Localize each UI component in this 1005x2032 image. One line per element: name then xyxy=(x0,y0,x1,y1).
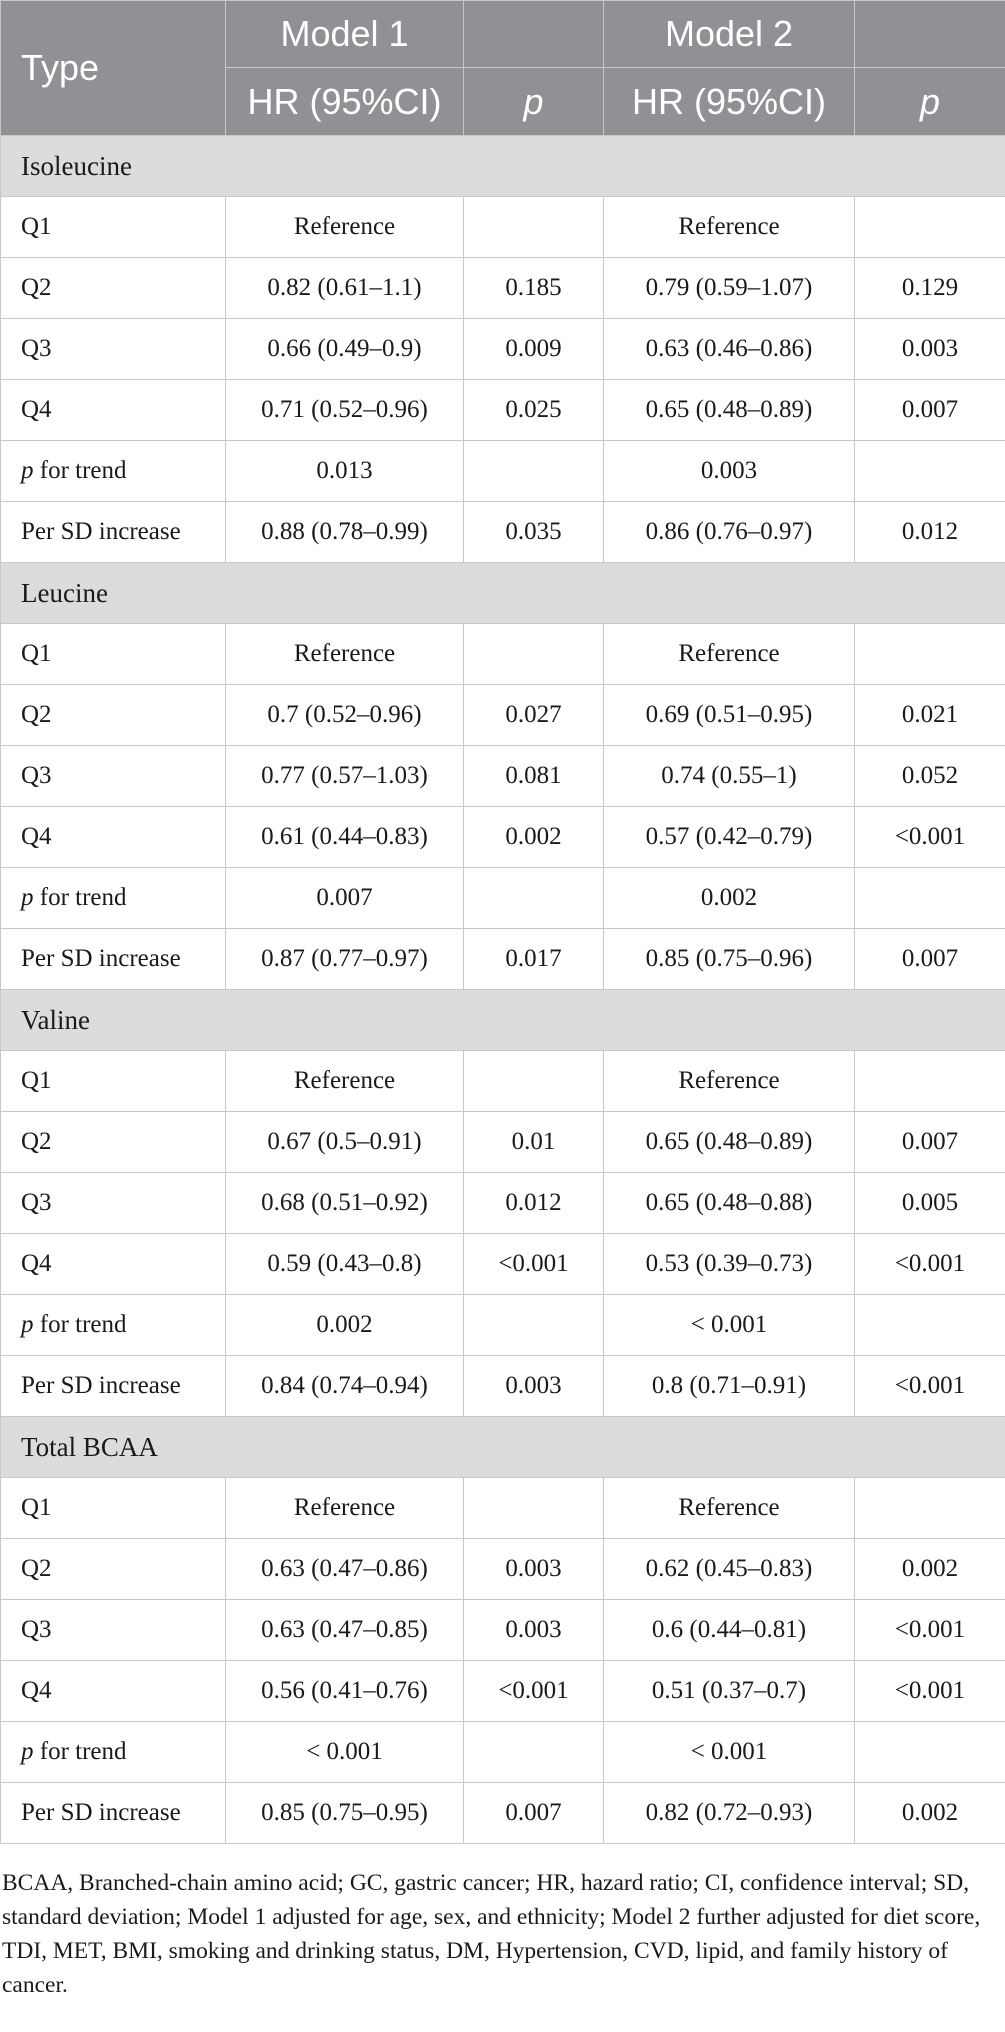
model2-p-cell: <0.001 xyxy=(855,1234,1005,1295)
row-label-cell: Q3 xyxy=(1,1600,226,1661)
model1-p-cell: 0.01 xyxy=(464,1112,604,1173)
model1-p-cell: 0.081 xyxy=(464,746,604,807)
model1-hr-cell: 0.88 (0.78–0.99) xyxy=(226,502,464,563)
p-symbol: p xyxy=(21,457,34,484)
model2-hr-cell: < 0.001 xyxy=(604,1295,855,1356)
table-row xyxy=(1,380,1005,441)
model2-p-cell: <0.001 xyxy=(855,1356,1005,1417)
row-label-cell: Q1 xyxy=(1,624,226,685)
table-row xyxy=(1,1661,1005,1722)
model2-p-cell: 0.007 xyxy=(855,1112,1005,1173)
model2-hr-cell: 0.6 (0.44–0.81) xyxy=(604,1600,855,1661)
group-row xyxy=(1,990,1005,1051)
group-title: Total BCAA xyxy=(1,1417,1005,1478)
model1-p-cell: 0.185 xyxy=(464,258,604,319)
model2-p-cell: 0.003 xyxy=(855,319,1005,380)
model1-p-cell xyxy=(464,1722,604,1783)
model2-p-cell: <0.001 xyxy=(855,1600,1005,1661)
table-row xyxy=(1,1539,1005,1600)
row-label-cell: p for trend xyxy=(1,1722,226,1783)
model1-p-cell xyxy=(464,1478,604,1539)
table-row xyxy=(1,868,1005,929)
model1-hr-cell: 0.61 (0.44–0.83) xyxy=(226,807,464,868)
row-label-cell: p for trend xyxy=(1,868,226,929)
model1-header: Model 1 xyxy=(226,1,464,68)
model1-hr-cell: 0.82 (0.61–1.1) xyxy=(226,258,464,319)
model1-p-cell: <0.001 xyxy=(464,1234,604,1295)
table-row xyxy=(1,746,1005,807)
row-label-cell: Q4 xyxy=(1,380,226,441)
model1-p-label: p xyxy=(523,80,544,122)
model2-hr-cell: 0.65 (0.48–0.89) xyxy=(604,380,855,441)
model1-hr-cell: Reference xyxy=(226,1478,464,1539)
model1-p-cell: 0.002 xyxy=(464,807,604,868)
model2-p-cell: 0.005 xyxy=(855,1173,1005,1234)
table-row xyxy=(1,807,1005,868)
model1-hr-cell: 0.007 xyxy=(226,868,464,929)
model1-hr-cell: 0.66 (0.49–0.9) xyxy=(226,319,464,380)
model2-p-cell xyxy=(855,1722,1005,1783)
table-body xyxy=(1,136,1005,1844)
model2-hr-cell: 0.86 (0.76–0.97) xyxy=(604,502,855,563)
table-row xyxy=(1,685,1005,746)
model1-hr-cell: 0.56 (0.41–0.76) xyxy=(226,1661,464,1722)
model1-p-cell: 0.003 xyxy=(464,1539,604,1600)
model2-hr-cell: 0.85 (0.75–0.96) xyxy=(604,929,855,990)
model2-hr-cell: 0.63 (0.46–0.86) xyxy=(604,319,855,380)
model2-hr-cell: 0.002 xyxy=(604,868,855,929)
model1-p-cell xyxy=(464,197,604,258)
model2-hr-cell: 0.51 (0.37–0.7) xyxy=(604,1661,855,1722)
group-row xyxy=(1,136,1005,197)
model2-p-cell xyxy=(855,197,1005,258)
model2-p-cell: <0.001 xyxy=(855,1661,1005,1722)
model2-p-cell xyxy=(855,1295,1005,1356)
model1-hr-header: HR (95%CI) xyxy=(226,68,464,136)
model1-p-cell xyxy=(464,624,604,685)
model1-p-cell: <0.001 xyxy=(464,1661,604,1722)
model2-empty-header xyxy=(855,1,1005,68)
model1-p-cell: 0.012 xyxy=(464,1173,604,1234)
model1-p-cell: 0.025 xyxy=(464,380,604,441)
table-row xyxy=(1,502,1005,563)
row-label-cell: Q3 xyxy=(1,1173,226,1234)
table-row xyxy=(1,1722,1005,1783)
row-label-cell: Q1 xyxy=(1,1051,226,1112)
model1-p-header xyxy=(464,68,604,136)
row-label-cell: p for trend xyxy=(1,1295,226,1356)
table-row xyxy=(1,1051,1005,1112)
table-row xyxy=(1,929,1005,990)
model1-hr-cell: Reference xyxy=(226,624,464,685)
row-label-cell: Q2 xyxy=(1,685,226,746)
model1-hr-cell: 0.63 (0.47–0.86) xyxy=(226,1539,464,1600)
row-label-cell: Q2 xyxy=(1,258,226,319)
table-row xyxy=(1,1295,1005,1356)
group-row xyxy=(1,1417,1005,1478)
group-row xyxy=(1,563,1005,624)
row-label-cell: Q3 xyxy=(1,746,226,807)
model2-hr-cell: 0.82 (0.72–0.93) xyxy=(604,1783,855,1844)
model2-p-cell xyxy=(855,441,1005,502)
row-label-cell: Q2 xyxy=(1,1112,226,1173)
model2-hr-cell: 0.003 xyxy=(604,441,855,502)
table-header xyxy=(1,1,1005,136)
model1-hr-cell: 0.002 xyxy=(226,1295,464,1356)
p-symbol: p xyxy=(21,1738,34,1765)
model2-hr-cell: Reference xyxy=(604,197,855,258)
row-label-cell: Q1 xyxy=(1,197,226,258)
row-label-cell: Per SD increase xyxy=(1,929,226,990)
model1-hr-cell: 0.71 (0.52–0.96) xyxy=(226,380,464,441)
table-row xyxy=(1,1173,1005,1234)
model1-hr-cell: 0.68 (0.51–0.92) xyxy=(226,1173,464,1234)
row-label-cell: Q2 xyxy=(1,1539,226,1600)
row-label-cell: p for trend xyxy=(1,441,226,502)
model1-hr-cell: 0.63 (0.47–0.85) xyxy=(226,1600,464,1661)
group-title: Leucine xyxy=(1,563,1005,624)
model1-p-cell: 0.009 xyxy=(464,319,604,380)
model1-hr-cell: 0.85 (0.75–0.95) xyxy=(226,1783,464,1844)
row-label-cell: Per SD increase xyxy=(1,502,226,563)
group-title: Isoleucine xyxy=(1,136,1005,197)
model2-hr-header: HR (95%CI) xyxy=(604,68,855,136)
type-column-header: Type xyxy=(1,1,226,136)
table-row xyxy=(1,197,1005,258)
model2-hr-cell: 0.74 (0.55–1) xyxy=(604,746,855,807)
model2-p-header xyxy=(855,68,1005,136)
table-row xyxy=(1,441,1005,502)
model1-hr-cell: 0.013 xyxy=(226,441,464,502)
model2-hr-cell: Reference xyxy=(604,1051,855,1112)
model2-hr-cell: Reference xyxy=(604,624,855,685)
model2-p-cell: <0.001 xyxy=(855,807,1005,868)
model1-hr-cell: Reference xyxy=(226,1051,464,1112)
model2-hr-cell: < 0.001 xyxy=(604,1722,855,1783)
model1-hr-cell: 0.84 (0.74–0.94) xyxy=(226,1356,464,1417)
model1-hr-cell: 0.59 (0.43–0.8) xyxy=(226,1234,464,1295)
table-row xyxy=(1,1356,1005,1417)
model2-hr-cell: 0.69 (0.51–0.95) xyxy=(604,685,855,746)
model2-p-cell: 0.002 xyxy=(855,1783,1005,1844)
model2-hr-cell: 0.65 (0.48–0.89) xyxy=(604,1112,855,1173)
model2-p-cell: 0.021 xyxy=(855,685,1005,746)
model1-empty-header xyxy=(464,1,604,68)
model1-hr-cell: 0.7 (0.52–0.96) xyxy=(226,685,464,746)
table-row xyxy=(1,1112,1005,1173)
model1-p-cell: 0.027 xyxy=(464,685,604,746)
table-row xyxy=(1,1478,1005,1539)
row-label-cell: Q4 xyxy=(1,807,226,868)
model2-hr-cell: 0.8 (0.71–0.91) xyxy=(604,1356,855,1417)
model2-p-cell xyxy=(855,868,1005,929)
row-label-cell: Q1 xyxy=(1,1478,226,1539)
table-row xyxy=(1,1234,1005,1295)
p-symbol: p xyxy=(21,884,34,911)
model2-header: Model 2 xyxy=(604,1,855,68)
model1-hr-cell: 0.77 (0.57–1.03) xyxy=(226,746,464,807)
model1-p-cell: 0.003 xyxy=(464,1600,604,1661)
model1-p-cell: 0.003 xyxy=(464,1356,604,1417)
row-label-cell: Q4 xyxy=(1,1234,226,1295)
table-footnote: BCAA, Branched-chain amino acid; GC, gastric cancer; HR, hazard ratio; CI, confidence interval; SD, standard deviation; Model 1 adjusted for age, sex, and ethnicity; Model 2 further adjusted for diet score, TDI, MET, BMI, smoking and drinking status, DM, Hypertension, CVD, lipid, and family history of cancer. xyxy=(2,1870,981,1998)
model1-hr-cell: Reference xyxy=(226,197,464,258)
model2-p-cell: 0.007 xyxy=(855,929,1005,990)
model2-hr-cell: 0.62 (0.45–0.83) xyxy=(604,1539,855,1600)
model2-p-cell xyxy=(855,1478,1005,1539)
row-label-cell: Q3 xyxy=(1,319,226,380)
table-row xyxy=(1,258,1005,319)
table-row xyxy=(1,624,1005,685)
model1-p-cell xyxy=(464,868,604,929)
model2-p-label: p xyxy=(919,80,941,122)
model1-p-cell xyxy=(464,441,604,502)
model2-hr-cell: 0.79 (0.59–1.07) xyxy=(604,258,855,319)
group-title: Valine xyxy=(1,990,1005,1051)
model1-p-cell: 0.035 xyxy=(464,502,604,563)
model1-p-cell xyxy=(464,1295,604,1356)
model1-hr-cell: 0.67 (0.5–0.91) xyxy=(226,1112,464,1173)
table-row xyxy=(1,1600,1005,1661)
model1-p-cell: 0.007 xyxy=(464,1783,604,1844)
model2-hr-cell: 0.65 (0.48–0.88) xyxy=(604,1173,855,1234)
model1-p-cell xyxy=(464,1051,604,1112)
model1-p-cell: 0.017 xyxy=(464,929,604,990)
row-label-cell: Per SD increase xyxy=(1,1356,226,1417)
table-row xyxy=(1,319,1005,380)
model2-p-cell xyxy=(855,624,1005,685)
model2-p-cell: 0.052 xyxy=(855,746,1005,807)
model1-hr-cell: 0.87 (0.77–0.97) xyxy=(226,929,464,990)
model1-hr-cell: < 0.001 xyxy=(226,1722,464,1783)
model2-hr-cell: 0.53 (0.39–0.73) xyxy=(604,1234,855,1295)
model2-p-cell: 0.007 xyxy=(855,380,1005,441)
table-row xyxy=(1,1783,1005,1844)
row-label-cell: Per SD increase xyxy=(1,1783,226,1844)
model2-p-cell: 0.012 xyxy=(855,502,1005,563)
row-label-cell: Q4 xyxy=(1,1661,226,1722)
model2-p-cell: 0.002 xyxy=(855,1539,1005,1600)
model2-p-cell: 0.129 xyxy=(855,258,1005,319)
model2-p-cell xyxy=(855,1051,1005,1112)
p-symbol: p xyxy=(21,1311,34,1338)
model2-hr-cell: Reference xyxy=(604,1478,855,1539)
model2-hr-cell: 0.57 (0.42–0.79) xyxy=(604,807,855,868)
